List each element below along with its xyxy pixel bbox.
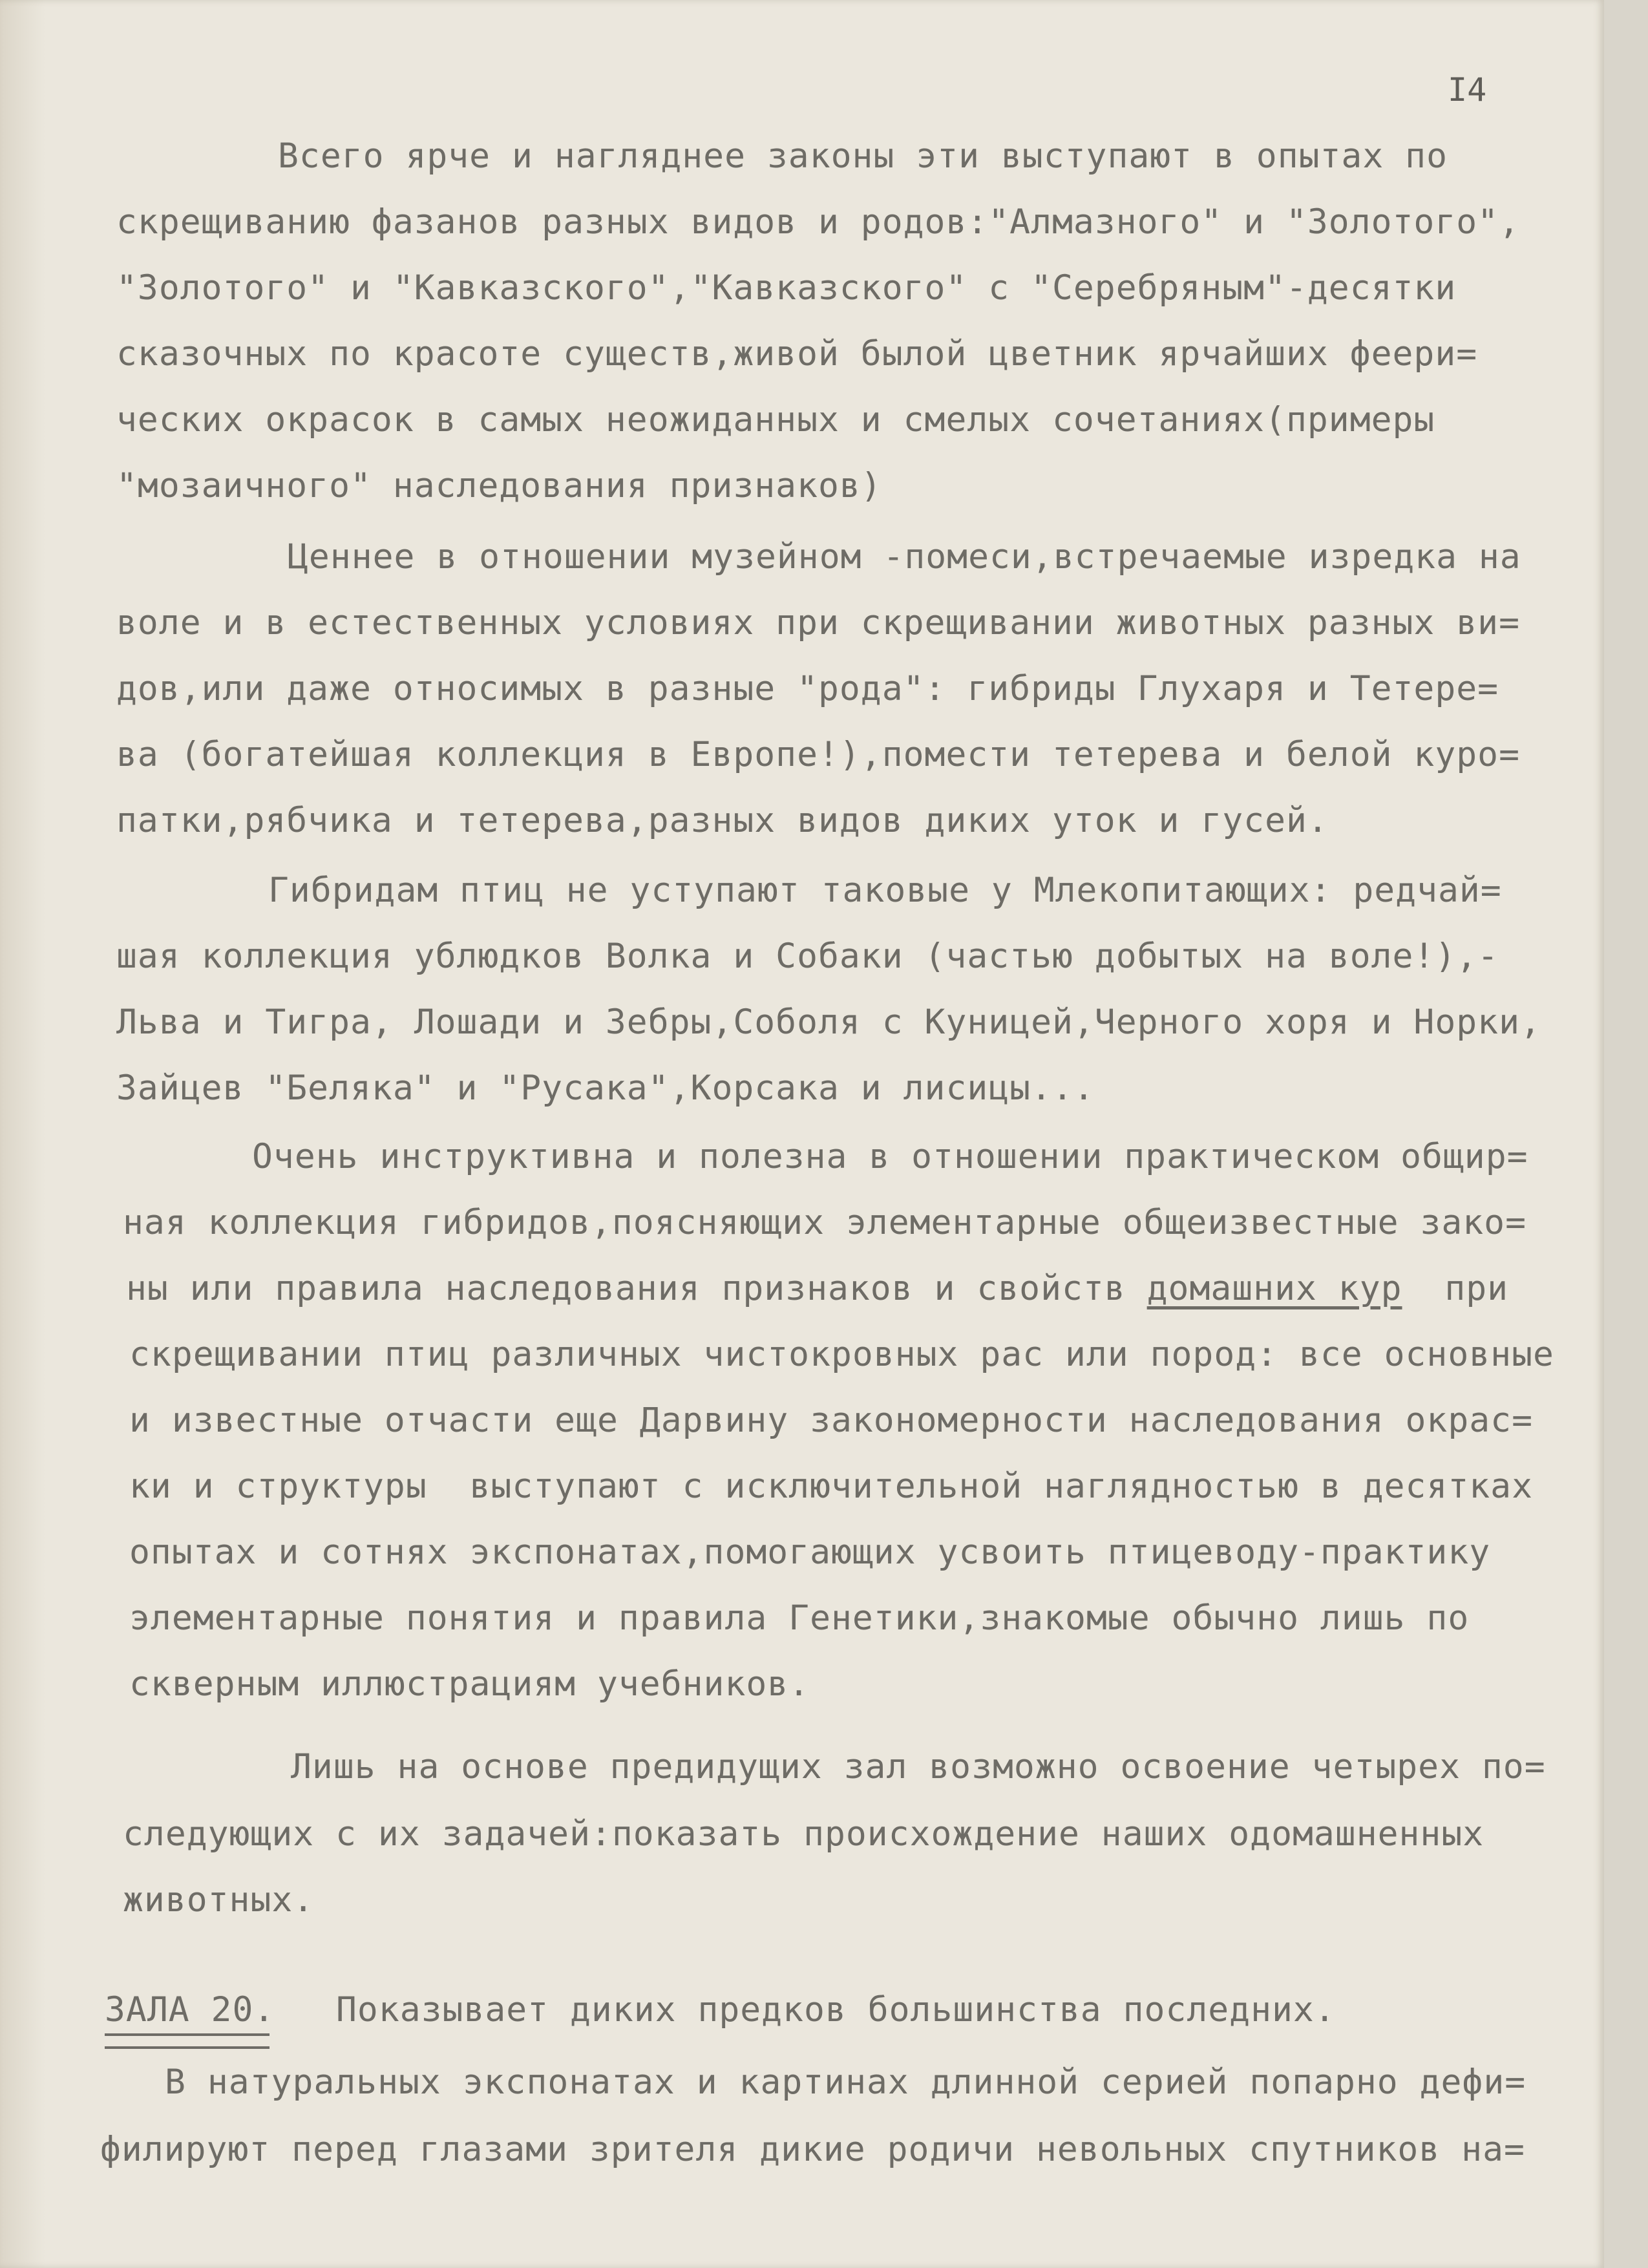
text-line <box>126 1269 1508 1308</box>
text-line: животных. <box>123 1880 315 1920</box>
text-line: дов,или даже относимых в разные "рода": гибриды Глухаря и Тетере= <box>116 669 1499 708</box>
text-line: "мозаичного" наследования признаков) <box>116 466 882 505</box>
underlined-phrase: домашних кур <box>1146 1269 1402 1308</box>
text-line: Зайцев "Беляка" и "Русака",Корсака и лисицы... <box>116 1068 1095 1108</box>
text-line: Лишь на основе предидущих зал возможно освоение четырех по= <box>291 1747 1546 1786</box>
text-line: элементарные понятия и правила Генетики,знакомые обычно лишь по <box>129 1598 1470 1638</box>
text-line: скверным иллюстрациям учебников. <box>129 1664 810 1704</box>
text-line: патки,рябчика и тетерева,разных видов диких уток и гусей. <box>116 801 1329 840</box>
text-line: шая коллекция ублюдков Волка и Собаки (частью добытых на воле!),- <box>116 937 1499 976</box>
text-line: Ценнее в отношении музейном -помеси,встречаемые изредка на <box>288 537 1521 577</box>
text-line: Льва и Тигра, Лошади и Зебры,Соболя с Куницей,Черного хоря и Норки, <box>116 1002 1541 1042</box>
hall-heading-label: ЗАЛА 20. <box>105 1990 275 2030</box>
text-segment: ны или правила наследования признаков и свойств <box>126 1269 1147 1308</box>
text-line: В натуральных экспонатах и картинах длинной серией попарно дефи= <box>165 2062 1527 2102</box>
text-line: опытах и сотнях экспонатах,помогающих усвоить птицеводу-практику <box>129 1532 1491 1572</box>
hall-heading-text: Показывает диких предков большинства последних. <box>336 1990 1336 2030</box>
text-line: ная коллекция гибридов,поясняющих элементарные общеизвестные зако= <box>123 1203 1527 1242</box>
text-line: Всего ярче и нагляднее законы эти выступают в опытах по <box>278 136 1448 176</box>
text-line: "Золотого" и "Кавказского","Кавказского" с "Серебряным"-десятки <box>116 268 1457 308</box>
text-line: и известные отчасти еще Дарвину закономерности наследования окрас= <box>129 1401 1533 1440</box>
text-line: Гибридам птиц не уступают таковые у Млекопитающих: редчай= <box>268 871 1502 910</box>
text-line: следующих с их задачей:показать происхождение наших одомашненных <box>123 1814 1484 1854</box>
text-line: воле и в естественных условиях при скрещивании животных разных ви= <box>116 603 1520 642</box>
text-line: ва (богатейшая коллекция в Европе!),помести тетерева и белой куро= <box>116 735 1520 774</box>
text-line: сказочных по красоте существ,живой былой цветник ярчайших феери= <box>116 334 1478 374</box>
text-line: скрещивании птиц различных чистокровных рас или пород: все основные <box>129 1335 1554 1374</box>
text-line: ческих окрасок в самых неожиданных и смелых сочетаниях(примеры <box>116 400 1435 440</box>
text-line: Очень инструктивна и полезна в отношении практическом общир= <box>252 1137 1528 1176</box>
text-line: ки и структуры выступают с исключительной наглядностью в десятках <box>129 1467 1533 1506</box>
text-line: скрещиванию фазанов разных видов и родов:"Алмазного" и "Золотого", <box>116 202 1520 242</box>
double-underline <box>105 2033 269 2049</box>
text-segment: при <box>1402 1269 1509 1308</box>
page-number: I4 <box>1448 71 1487 109</box>
text-line: филируют перед глазами зрителя дикие родичи невольных спутников на= <box>100 2130 1525 2169</box>
